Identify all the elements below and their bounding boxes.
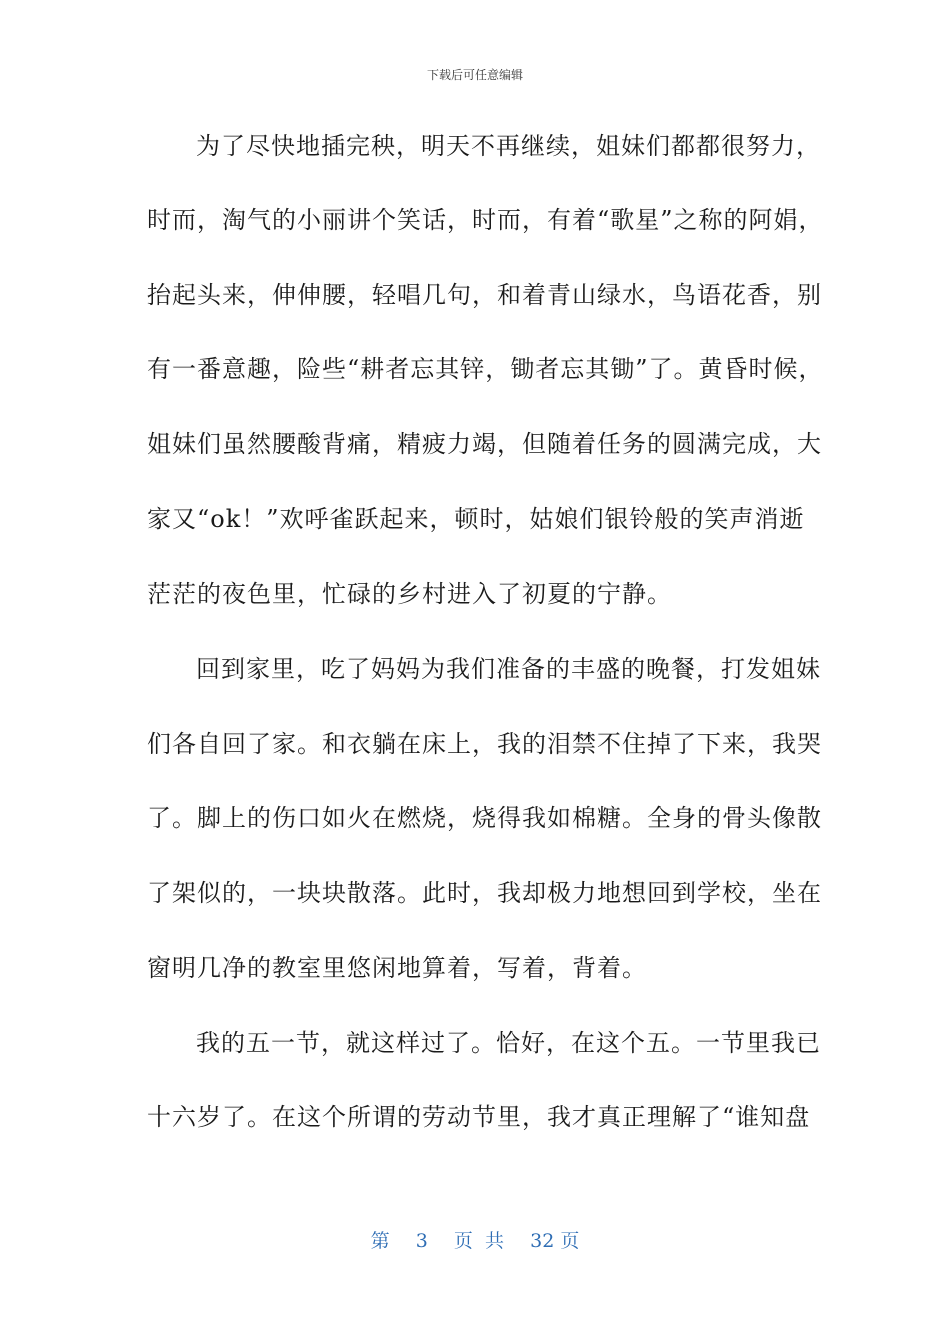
text-line: 茫茫的夜色里，忙碌的乡村进入了初夏的宁静。 bbox=[147, 580, 672, 608]
text-line: 时而，淘气的小丽讲个笑话，时而，有着“歌星”之称的阿娟， bbox=[147, 206, 824, 234]
text-line: 抬起头来，伸伸腰，轻唱几句，和着青山绿水，鸟语花香，别 bbox=[147, 281, 822, 309]
text-line: 家又“ok！”欢呼雀跃起来，顿时，姑娘们银铃般的笑声消逝 bbox=[147, 505, 805, 533]
text-line: 有一番意趣，险些“耕者忘其锌，锄者忘其锄”了。黄昏时候， bbox=[147, 355, 824, 383]
text-line: 我的五一节，就这样过了。恰好，在这个五。一节里我已 bbox=[196, 1029, 821, 1057]
text-line: 了架似的，一块块散落。此时，我却极力地想回到学校，坐在 bbox=[147, 879, 822, 907]
current-page-number: 3 bbox=[415, 1230, 428, 1252]
text-line: 了。脚上的伤口如火在燃烧，烧得我如棉糖。全身的骨头像散 bbox=[147, 804, 822, 832]
footer-suffix: 页 bbox=[560, 1230, 580, 1252]
text-line: 们各自回了家。和衣躺在床上，我的泪禁不住掉了下来，我哭 bbox=[147, 730, 822, 758]
footer-prefix: 第 bbox=[370, 1230, 390, 1252]
text-line: 十六岁了。在这个所谓的劳动节里，我才真正理解了“谁知盘 bbox=[147, 1103, 811, 1131]
text-line: 回到家里，吃了妈妈为我们准备的丰盛的晚餐，打发姐妹 bbox=[196, 655, 821, 683]
footer-middle: 页 共 bbox=[453, 1230, 505, 1252]
text-line: 为了尽快地插完秧，明天不再继续，姐妹们都都很努力， bbox=[196, 132, 821, 160]
text-line: 姐妹们虽然腰酸背痛，精疲力竭，但随着任务的圆满完成，大 bbox=[147, 430, 822, 458]
page-footer bbox=[0, 1226, 950, 1253]
text-line: 窗明几净的教室里悠闲地算着，写着，背着。 bbox=[147, 954, 647, 982]
total-pages-number: 32 bbox=[530, 1230, 555, 1252]
header-note: 下载后可任意编辑 bbox=[426, 68, 523, 82]
